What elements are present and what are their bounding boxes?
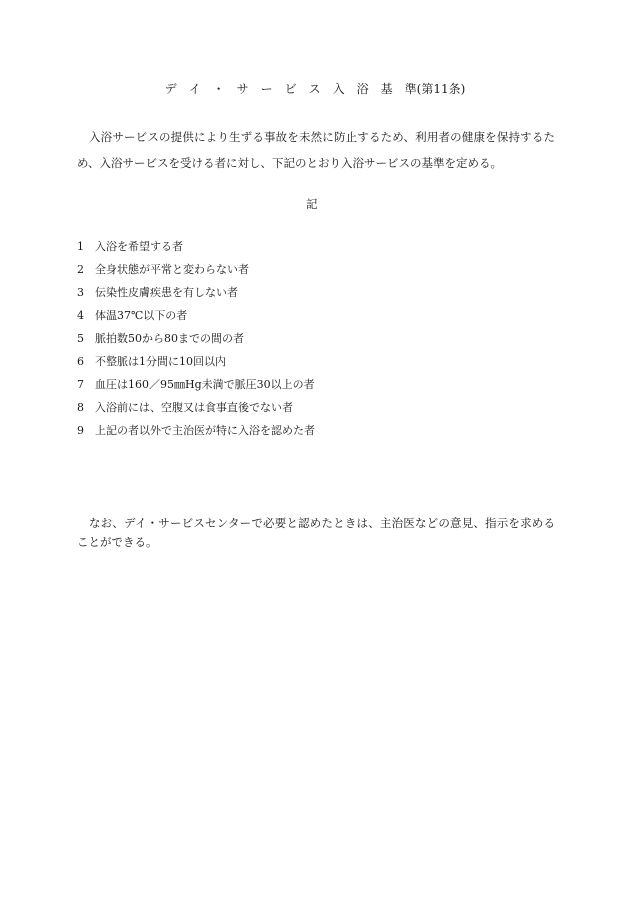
criteria-item: [77, 307, 315, 330]
criteria-number: 8: [77, 401, 84, 414]
criteria-item: [77, 376, 315, 399]
criteria-number: 2: [77, 263, 84, 276]
closing-note: なお、デイ・サービスセンターで必要と認めたときは、主治医などの意見、指示を求めることができる。: [77, 516, 555, 549]
criteria-number: 4: [77, 309, 84, 322]
criteria-text: 体温37℃以下の者: [95, 309, 188, 322]
criteria-list: [77, 238, 315, 445]
criteria-text: 入浴を希望する者: [95, 240, 183, 253]
criteria-item: [77, 422, 315, 445]
criteria-text: 不整脈は1分間に10回以内: [95, 355, 226, 368]
criteria-item: [77, 284, 315, 307]
criteria-item: [77, 330, 315, 353]
criteria-item: [77, 261, 315, 284]
criteria-number: 7: [77, 378, 84, 391]
ki-heading: 記: [306, 197, 318, 211]
criteria-text: 脈拍数50から80までの間の者: [95, 332, 244, 345]
intro-paragraph: 入浴サービスの提供により生ずる事故を未然に防止するため、利用者の健康を保持するため、入浴サービスを受ける者に対し、下記のとおり入浴サービスの基準を定める。: [77, 130, 555, 170]
criteria-item: [77, 353, 315, 376]
criteria-item: [77, 399, 315, 422]
criteria-item: [77, 238, 315, 261]
criteria-text: 血圧は160／95㎜Hg未満で脈圧30以上の者: [95, 378, 315, 391]
criteria-number: 5: [77, 332, 84, 345]
criteria-text: 上記の者以外で主治医が特に入浴を認めた者: [95, 424, 315, 437]
criteria-text: 全身状態が平常と変わらない者: [95, 263, 249, 276]
criteria-text: 伝染性皮膚疾患を有しない者: [95, 286, 238, 299]
criteria-number: 1: [77, 240, 84, 253]
criteria-text: 入浴前には、空腹又は食事直後でない者: [95, 401, 293, 414]
document-title: デ イ ・ サ ー ビ ス 入 浴 基 準(第11条): [164, 82, 466, 96]
criteria-number: 6: [77, 355, 84, 368]
criteria-number: 3: [77, 286, 84, 299]
criteria-number: 9: [77, 424, 84, 437]
